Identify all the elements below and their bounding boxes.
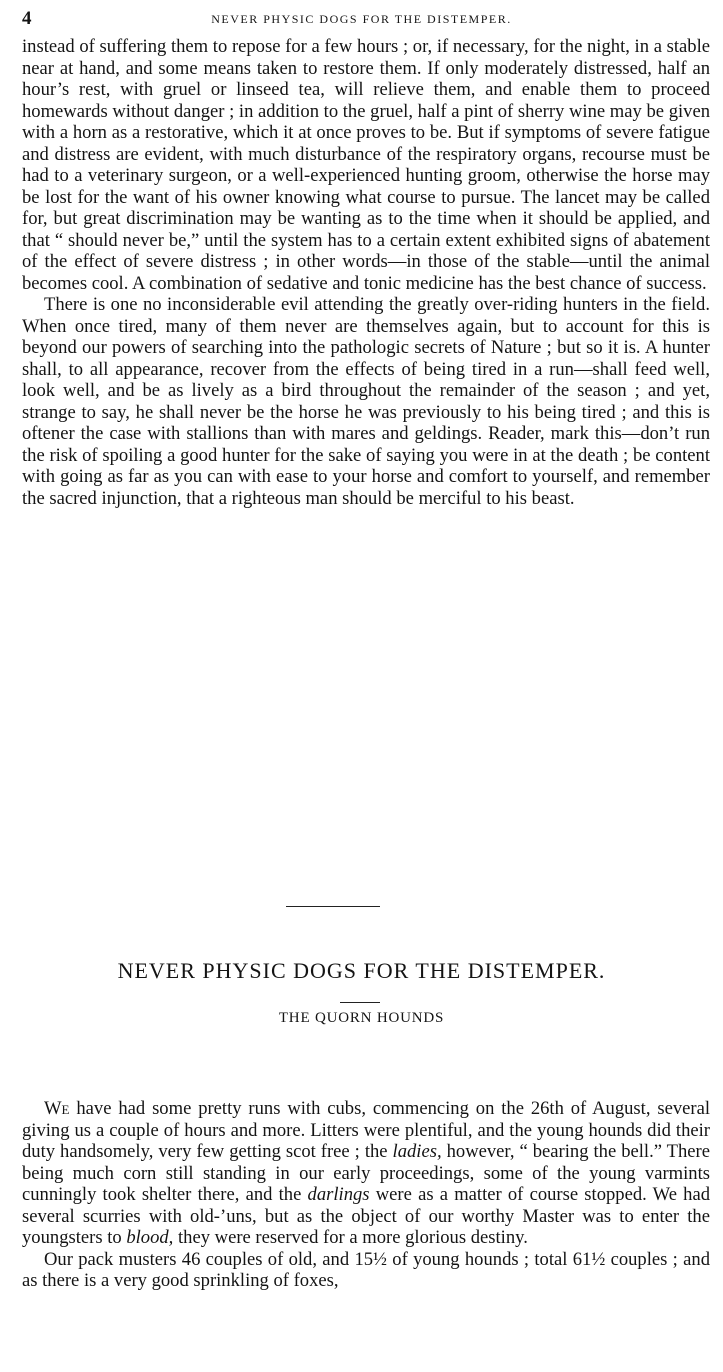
article-two-paragraph-2: Our pack musters 46 couples of old, and 15½ of young hounds ; total 61½ couples ; and as there is a very good sprinkling of foxes, xyxy=(22,1248,710,1291)
paragraph-text: were as a matter of course stopped. We had several scurries with old-’uns, but as the object of our worthy Master was to enter the youngsters to xyxy=(22,1184,711,1248)
italic-term: blood, xyxy=(126,1227,174,1248)
page-number: 4 xyxy=(22,8,32,29)
running-head: NEVER PHYSIC DOGS FOR THE DISTEMPER. xyxy=(211,12,512,26)
italic-term: darlings xyxy=(307,1184,370,1205)
paragraph-text: they were reserved for a more glorious destiny. xyxy=(173,1227,528,1248)
article-one-paragraph-2: There is one no inconsiderable evil attending the greatly over-riding hunters in the field. When once tired, many of them never are themselves again, but to account for this is beyond our powers of searching into the pathologic secrets of Nature ; but so it is. A hunter shall, to all appearance, recover from the effects of being tired in a run—shall feed well, look well, and be as lively as a bird throughout the remainder of the season ; and yet, strange to say, he shall never be the horse he was previously to his being tired ; and this is oftener the case with stallions than with mares and geldings. Reader, mark this—don’t run the risk of spoiling a good hunter for the sake of saying you were in at the death ; be content with going as far as you can with ease to your horse and comfort to yourself, and remember the sacred injunction, that a righteous man should be merciful to his beast. xyxy=(22,294,710,509)
article-one-body xyxy=(22,36,710,509)
italic-term: ladies, xyxy=(392,1141,442,1162)
paragraph-text: have had some pretty runs with cubs, commencing on the 26th of August, several giving us a couple of hours and more. Litters were plentiful, and the young hounds did their duty handsomely, very few getting scot free ; the xyxy=(22,1098,710,1162)
paragraph-text: however, “ bearing the bell.” There being much corn still standing in our early proceedings, some of the young varmints cunningly took shelter there, and the xyxy=(22,1141,710,1205)
page-header xyxy=(22,8,701,32)
article-two-paragraph-1 xyxy=(22,1098,710,1249)
title-divider xyxy=(340,1002,380,1003)
article-two-title: NEVER PHYSIC DOGS FOR THE DISTEMPER. xyxy=(117,958,606,983)
paragraph-initial: We xyxy=(44,1098,70,1119)
section-divider xyxy=(286,906,380,907)
article-one-paragraph-1: instead of suffering them to repose for a few hours ; or, if necessary, for the night, in a stable near at hand, and some means taken to restore them. If only moderately distressed, half an hour’s rest, with gruel or linseed tea, will relieve them, and enable them to proceed homewards without danger ; in addition to the gruel, half a pint of sherry wine may be given with a horn as a restorative, which it at once proves to be. But if symptoms of severe fatigue and distress are evident, with much disturbance of the respiratory organs, recourse must be had to a veterinary surgeon, or a well-experienced hunting groom, otherwise the horse may be lost for the want of his owner knowing what course to pursue. The lancet may be called for, but great discrimination may be wanting as to the time when it should be applied, and that “ should never be,” until the system has to a certain extent exhibited signs of abatement of the effect of severe distress ; in other words—in those of the stable—until the animal becomes cool. A combination of sedative and tonic medicine has the best chance of success. xyxy=(22,36,710,294)
article-two-body xyxy=(22,1098,710,1292)
article-two-subtitle: THE QUORN HOUNDS xyxy=(278,1010,445,1026)
